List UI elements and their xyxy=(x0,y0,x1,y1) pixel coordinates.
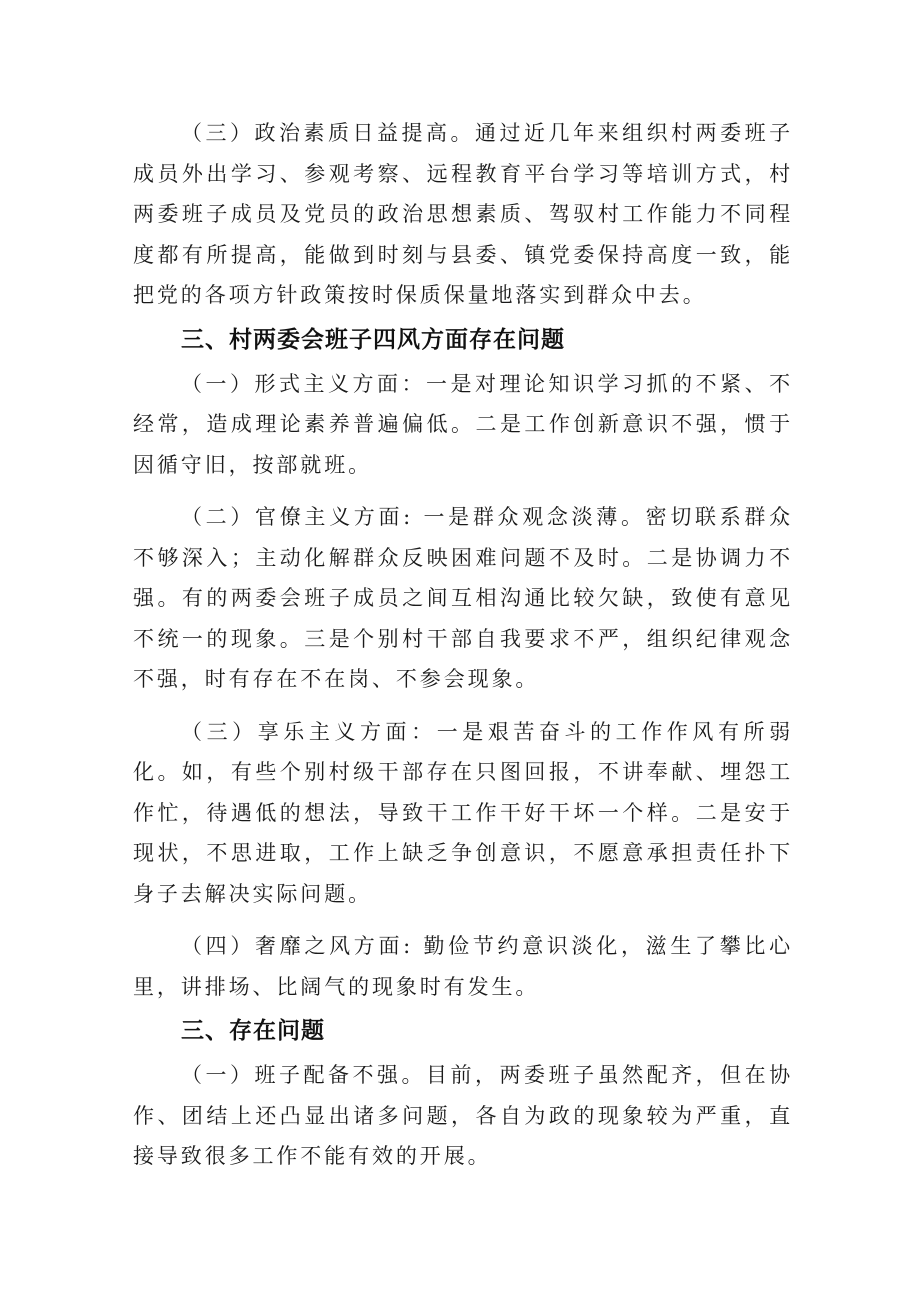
section-heading-four-styles-problems: 三、村两委会班子四风方面存在问题 xyxy=(181,326,565,353)
paragraph-team-configuration: （一）班子配备不强。目前，两委班子虽然配齐，但在协作、团结上还凸显出诸多问题，各自为政的现象较为严重，直接导致很多工作不能有效的开展。 xyxy=(133,1063,793,1168)
paragraph-gap xyxy=(133,485,793,497)
section-heading-existing-problems: 三、存在问题 xyxy=(181,1018,325,1044)
paragraph-hedonism: （三）享乐主义方面：一是艰苦奋斗的工作作风有所弱化。如，有些个别村级干部存在只图回报，不讲奉献、埋怨工作忙，待遇低的想法，导致干工作干好干坏一个样。二是安于现状，不思进取，工作上缺乏争创意识，不愿意承担责任扑下身子去解决实际问题。 xyxy=(133,719,793,906)
paragraph-extravagance: （四）奢靡之风方面: 勤俭节约意识淡化，滋生了攀比心里，讲排场、比阔气的现象时有发生。 xyxy=(133,934,793,999)
document-body xyxy=(133,113,793,1177)
paragraph-political-quality: （三）政治素质日益提高。通过近几年来组织村两委班子成员外出学习、参观考察、远程教育平台学习等培训方式，村两委班子成员及党员的政治思想素质、驾驭村工作能力不同程度都有所提高，能做到时刻与县委、镇党委保持高度一致，能把党的各项方针政策按时保质保量地落实到群众中去。 xyxy=(133,121,793,307)
paragraph-gap xyxy=(133,914,793,926)
paragraph-bureaucratism: （二）官僚主义方面: 一是群众观念淡薄。密切联系群众不够深入；主动化解群众反映困难问题不及时。二是协调力不强。有的两委会班子成员之间互相沟通比较欠缺，致使有意见不统一的现象。三是个别村干部自我要求不严，组织纪律观念不强，时有存在不在岗、不参会现象。 xyxy=(133,505,793,691)
paragraph-gap xyxy=(133,700,793,712)
paragraph-formalism: （一）形式主义方面：一是对理论知识学习抓的不紧、不经常，造成理论素养普遍偏低。二是工作创新意识不强，惯于因循守旧，按部就班。 xyxy=(133,371,793,477)
